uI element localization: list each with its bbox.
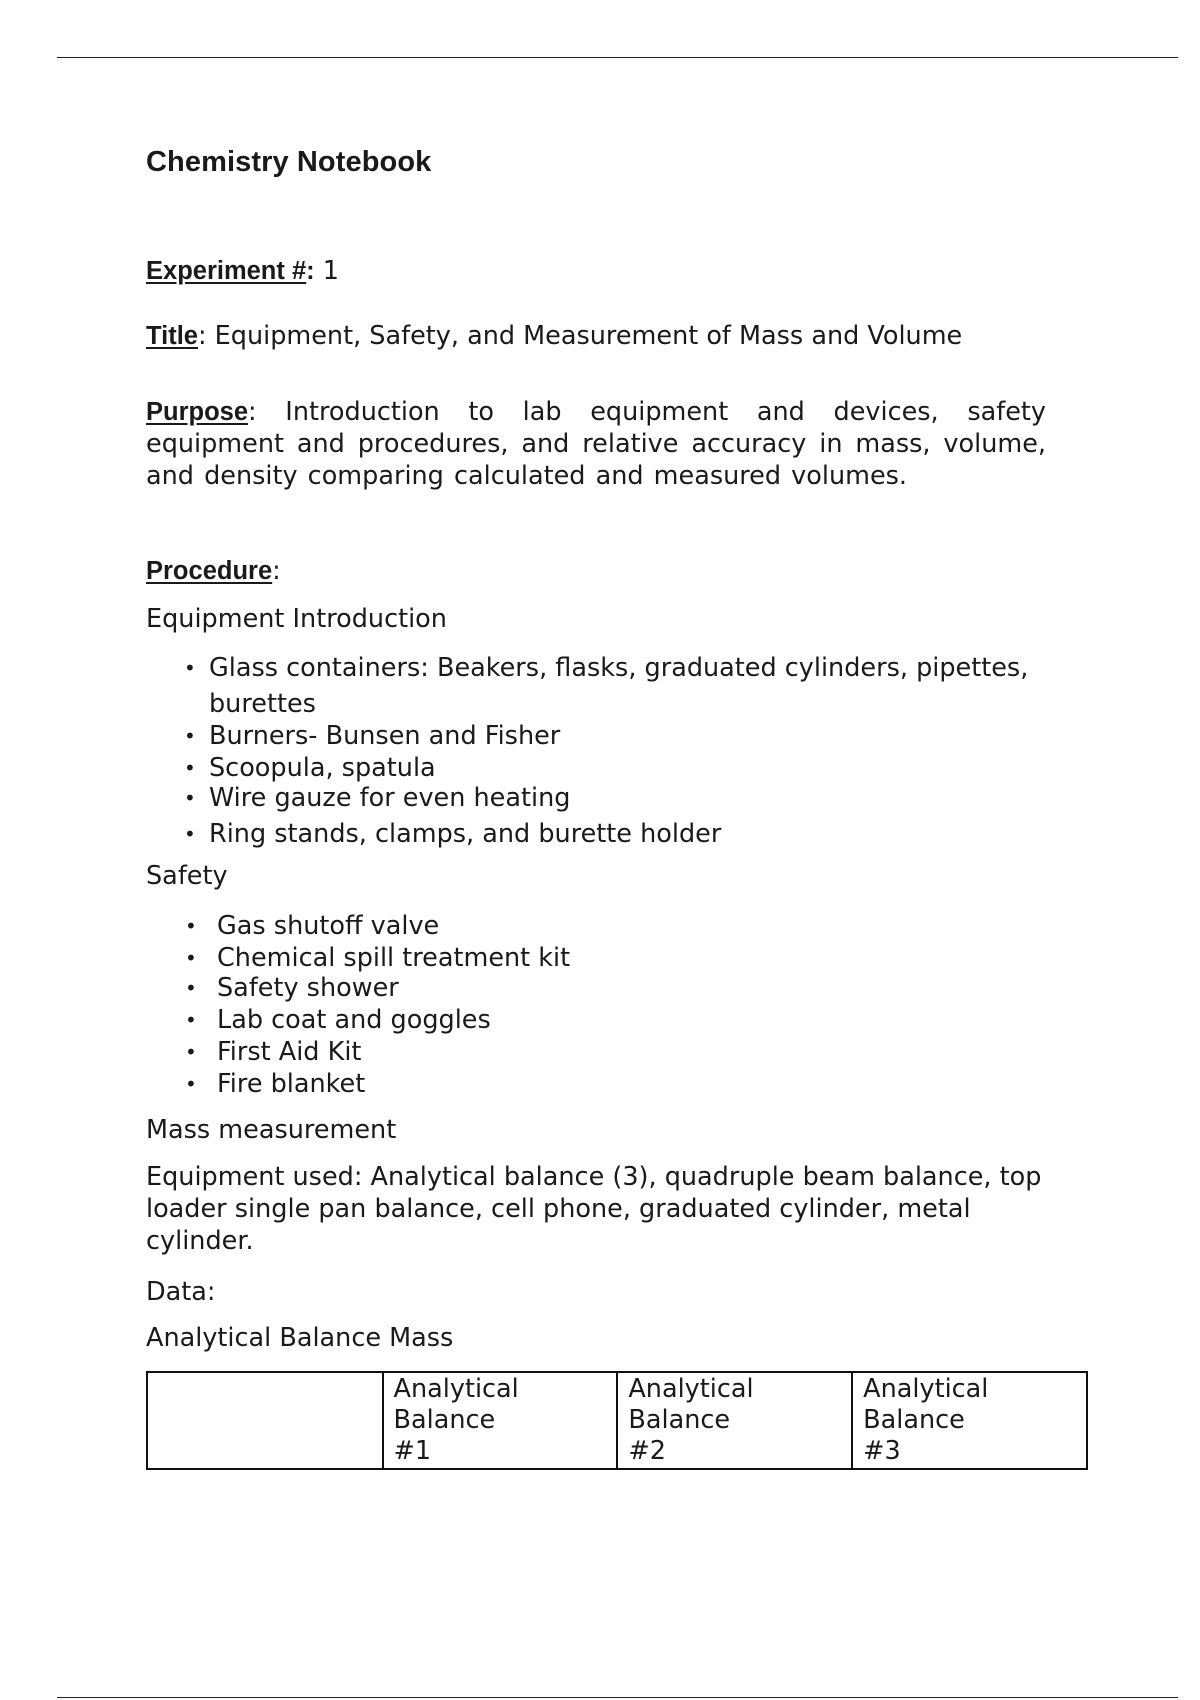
list-item: • Lab coat and goggles (185, 1005, 491, 1035)
title-line: Title: Equipment, Safety, and Measurement of Mass and Volume (146, 321, 963, 351)
safety-heading: Safety (146, 861, 228, 891)
list-item: • Scoopula, spatula (184, 753, 436, 783)
list-item: • Gas shutoff valve (185, 911, 440, 941)
table-header-balance-2: Analytical Balance #2 (617, 1372, 852, 1469)
analytical-balance-table (146, 1371, 1088, 1470)
table-header-row (147, 1372, 1087, 1469)
list-item: • Chemical spill treatment kit (185, 943, 571, 973)
equipment-intro-heading: Equipment Introduction (146, 604, 447, 634)
purpose-text: Introduction to lab equipment and devices, safety equipment and procedures, and relative accuracy in mass, volume, and density comparing calculated and measured volumes. (146, 397, 1046, 491)
list-item: • Glass containers: Beakers, flasks, graduated cylinders, pipettes, burettes (184, 653, 1029, 719)
experiment-line: Experiment #: 1 (146, 256, 339, 286)
equipment-used-text: Equipment used: Analytical balance (3), quadruple beam balance, top loader single pan balance, cell phone, graduated cylinder, metal cylinder. (146, 1162, 1042, 1256)
safety-list (185, 910, 571, 1100)
table-header-empty (147, 1372, 383, 1469)
table-header-balance-3: Analytical Balance #3 (852, 1372, 1087, 1469)
list-item: • First Aid Kit (185, 1037, 362, 1067)
top-rule (57, 57, 1178, 58)
purpose-label: Purpose (146, 398, 249, 426)
bottom-rule (57, 1697, 1178, 1698)
procedure-label: Procedure (146, 557, 273, 585)
list-item: • Fire blanket (185, 1069, 366, 1099)
list-item: • Ring stands, clamps, and burette holder (184, 819, 722, 849)
procedure-line: Procedure: (146, 556, 281, 586)
notebook-title: Chemistry Notebook (146, 146, 432, 178)
list-item: • Safety shower (185, 973, 399, 1003)
table-caption: Analytical Balance Mass (146, 1323, 454, 1353)
table-header-balance-1: Analytical Balance #1 (383, 1372, 618, 1469)
experiment-label: Experiment # (146, 257, 307, 285)
list-item: • Wire gauze for even heating (184, 783, 571, 813)
data-label: Data: (146, 1277, 216, 1307)
title-value: Equipment, Safety, and Measurement of Mass and Volume (214, 321, 963, 351)
experiment-value: 1 (322, 256, 339, 286)
title-label: Title (146, 322, 198, 350)
purpose-paragraph: Purpose: Introduction to lab equipment and devices, safety equipment and procedures, and relative accuracy in mass, volume, and density comparing calculated and measured volumes. (146, 397, 1046, 491)
list-item: • Burners- Bunsen and Fisher (184, 721, 561, 751)
mass-measurement-heading: Mass measurement (146, 1115, 397, 1145)
equipment-list (184, 650, 1059, 850)
